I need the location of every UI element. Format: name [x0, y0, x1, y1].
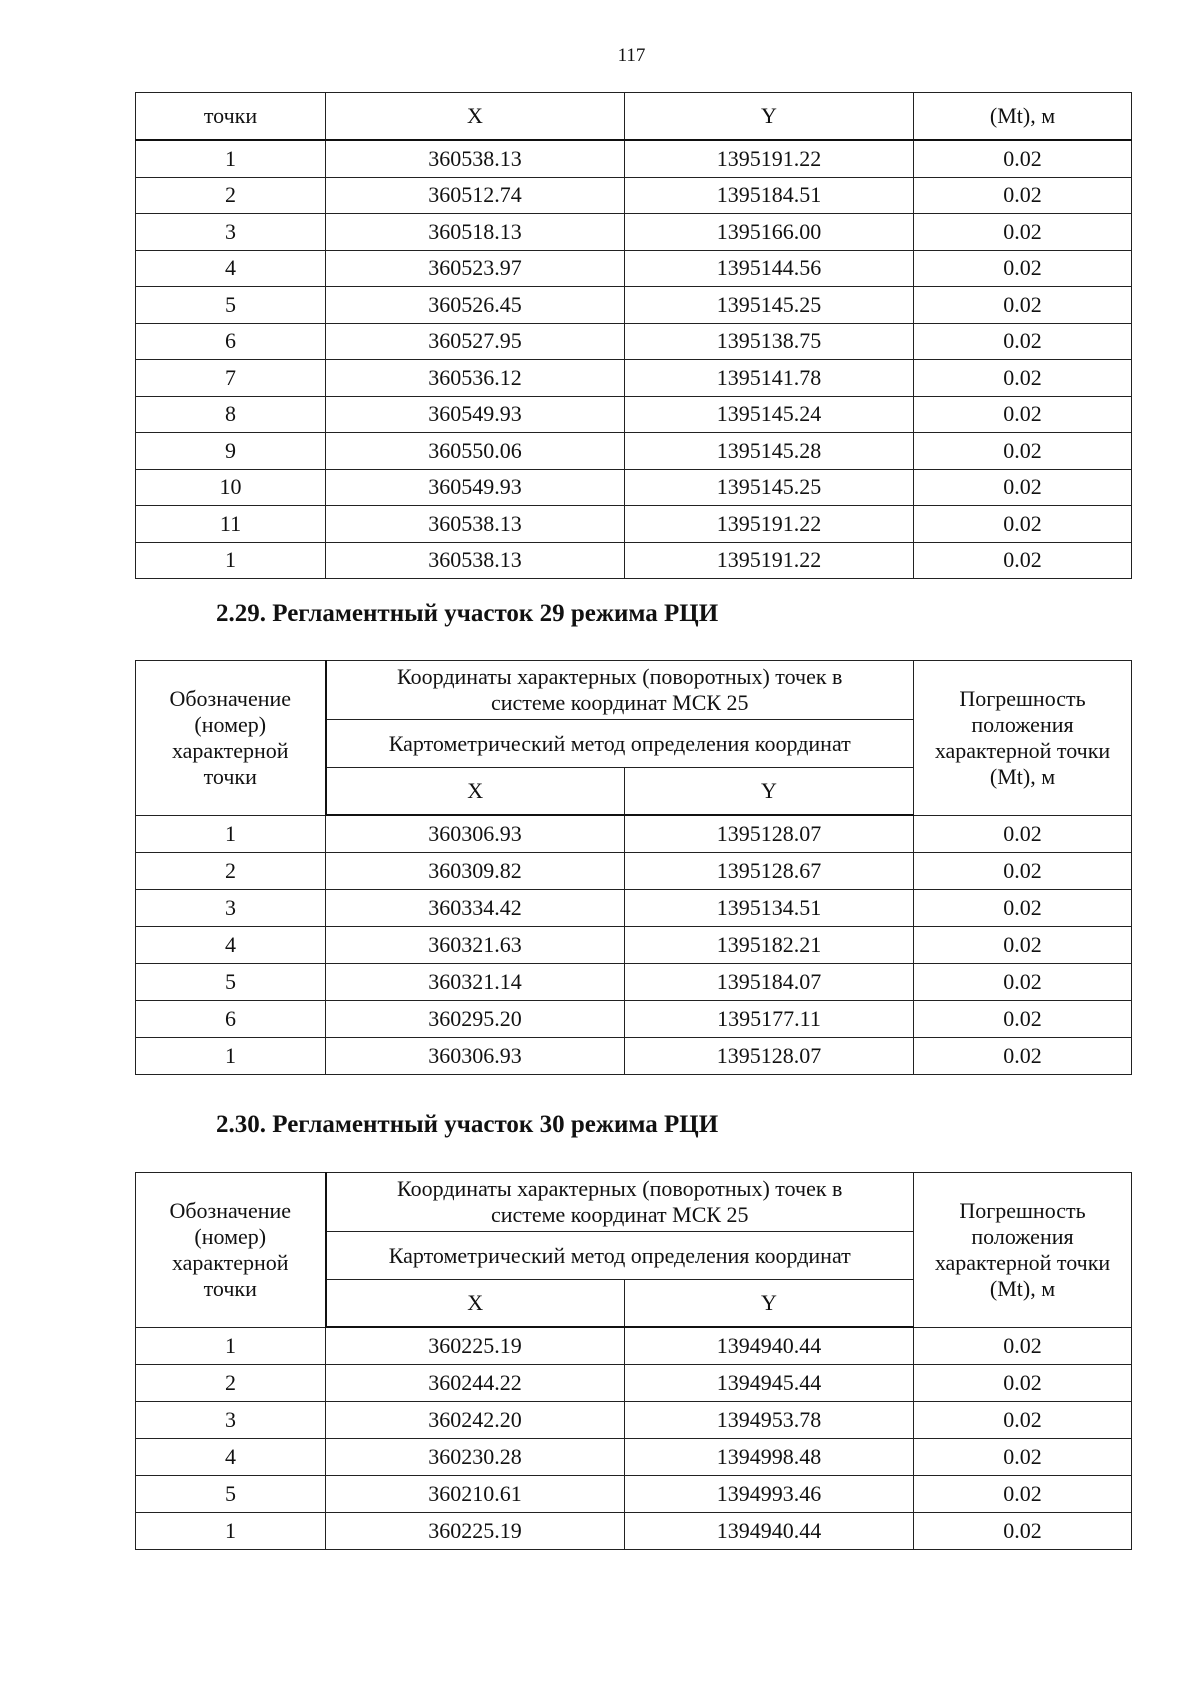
cell-y: 1395184.07 — [625, 964, 914, 1001]
cell-point-number: 11 — [136, 506, 326, 543]
section-heading-30: 2.30. Регламентный участок 30 режима РЦИ — [216, 1111, 719, 1138]
header-point-line: точки — [203, 763, 257, 789]
cell-error: 0.02 — [914, 1513, 1132, 1550]
header-coordinates — [326, 661, 914, 720]
cell-x: 360549.93 — [326, 469, 625, 506]
cell-x: 360321.63 — [326, 927, 625, 964]
cell-x: 360549.93 — [326, 396, 625, 433]
header-coordinates-line: системе координат МСК 25 — [490, 1202, 749, 1227]
cell-y: 1395134.51 — [625, 890, 914, 927]
cell-x: 360523.97 — [326, 250, 625, 287]
header-error: (Mt), м — [914, 93, 1132, 141]
table-row — [136, 140, 1132, 177]
cell-error: 0.02 — [914, 140, 1132, 177]
header-point: точки — [136, 93, 326, 141]
cell-x: 360518.13 — [326, 214, 625, 251]
cell-y: 1394940.44 — [625, 1327, 914, 1365]
cell-x: 360321.14 — [326, 964, 625, 1001]
cell-x: 360244.22 — [326, 1365, 625, 1402]
header-coordinates-line: системе координат МСК 25 — [490, 690, 749, 715]
table-row — [136, 1439, 1132, 1476]
cell-point-number: 5 — [136, 964, 326, 1001]
table-row — [136, 323, 1132, 360]
cell-point-number: 4 — [136, 927, 326, 964]
header-error-line: положения — [971, 1223, 1074, 1249]
cell-error: 0.02 — [914, 927, 1132, 964]
cell-y: 1395145.28 — [625, 433, 914, 470]
cell-error: 0.02 — [914, 1001, 1132, 1038]
header-coordinates-line: Координаты характерных (поворотных) точек в — [397, 664, 843, 689]
cell-point-number: 2 — [136, 177, 326, 214]
header-error-line: Погрешность — [959, 1197, 1086, 1223]
table-row — [136, 287, 1132, 324]
cell-error: 0.02 — [914, 323, 1132, 360]
cell-x: 360225.19 — [326, 1513, 625, 1550]
section-heading-29: 2.29. Регламентный участок 29 режима РЦИ — [216, 600, 719, 627]
header-point-line: Обозначение — [169, 1197, 292, 1223]
cell-y: 1395177.11 — [625, 1001, 914, 1038]
header-error-line: Погрешность — [959, 685, 1086, 711]
header-error-line: (Mt), м — [989, 763, 1056, 789]
coordinates-table-30 — [135, 1172, 1132, 1550]
header-error-line: характерной точки — [934, 1249, 1111, 1275]
cell-y: 1395141.78 — [625, 360, 914, 397]
header-method: Картометрический метод определения координат — [326, 1232, 914, 1280]
cell-error: 0.02 — [914, 506, 1132, 543]
table-row — [136, 890, 1132, 927]
header-y: Y — [625, 768, 914, 816]
cell-y: 1395128.07 — [625, 815, 914, 853]
cell-point-number: 9 — [136, 433, 326, 470]
cell-x: 360527.95 — [326, 323, 625, 360]
cell-x: 360536.12 — [326, 360, 625, 397]
cell-error: 0.02 — [914, 396, 1132, 433]
cell-error: 0.02 — [914, 469, 1132, 506]
header-coordinates — [326, 1173, 914, 1232]
cell-point-number: 1 — [136, 1327, 326, 1365]
cell-x: 360538.13 — [326, 140, 625, 177]
table-row — [136, 1365, 1132, 1402]
table-row — [136, 506, 1132, 543]
cell-x: 360242.20 — [326, 1402, 625, 1439]
cell-point-number: 6 — [136, 323, 326, 360]
cell-y: 1395145.25 — [625, 469, 914, 506]
table-row — [136, 927, 1132, 964]
table-body — [136, 1327, 1132, 1550]
header-y: Y — [625, 93, 914, 141]
cell-error: 0.02 — [914, 433, 1132, 470]
cell-y: 1395145.24 — [625, 396, 914, 433]
cell-error: 0.02 — [914, 360, 1132, 397]
cell-error: 0.02 — [914, 287, 1132, 324]
cell-x: 360230.28 — [326, 1439, 625, 1476]
coordinates-table-28-continued — [135, 92, 1132, 579]
cell-error: 0.02 — [914, 177, 1132, 214]
cell-error: 0.02 — [914, 1439, 1132, 1476]
cell-point-number: 1 — [136, 1513, 326, 1550]
table-row — [136, 1513, 1132, 1550]
header-error-line: характерной точки — [934, 737, 1111, 763]
cell-x: 360526.45 — [326, 287, 625, 324]
cell-x: 360295.20 — [326, 1001, 625, 1038]
table-row — [136, 542, 1132, 579]
header-point-line: характерной — [171, 1249, 289, 1275]
cell-error: 0.02 — [914, 1327, 1132, 1365]
table-row — [136, 815, 1132, 853]
cell-point-number: 3 — [136, 1402, 326, 1439]
cell-x: 360306.93 — [326, 815, 625, 853]
cell-point-number: 1 — [136, 815, 326, 853]
cell-y: 1395184.51 — [625, 177, 914, 214]
cell-x: 360306.93 — [326, 1038, 625, 1075]
header-point-line: точки — [203, 1275, 257, 1301]
header-x: X — [326, 1280, 625, 1328]
cell-error: 0.02 — [914, 890, 1132, 927]
cell-point-number: 3 — [136, 214, 326, 251]
cell-y: 1394940.44 — [625, 1513, 914, 1550]
cell-point-number: 10 — [136, 469, 326, 506]
table-header-row — [136, 93, 1132, 141]
cell-point-number: 6 — [136, 1001, 326, 1038]
cell-y: 1394998.48 — [625, 1439, 914, 1476]
cell-error: 0.02 — [914, 1038, 1132, 1075]
table-row — [136, 433, 1132, 470]
cell-point-number: 3 — [136, 890, 326, 927]
cell-y: 1395191.22 — [625, 506, 914, 543]
cell-y: 1394953.78 — [625, 1402, 914, 1439]
header-method: Картометрический метод определения координат — [326, 720, 914, 768]
cell-error: 0.02 — [914, 214, 1132, 251]
header-error-line: положения — [971, 711, 1074, 737]
cell-point-number: 5 — [136, 287, 326, 324]
cell-point-number: 1 — [136, 140, 326, 177]
cell-x: 360538.13 — [326, 506, 625, 543]
table-row — [136, 469, 1132, 506]
cell-y: 1395144.56 — [625, 250, 914, 287]
cell-error: 0.02 — [914, 1365, 1132, 1402]
cell-y: 1395128.07 — [625, 1038, 914, 1075]
cell-error: 0.02 — [914, 1402, 1132, 1439]
cell-x: 360538.13 — [326, 542, 625, 579]
cell-point-number: 2 — [136, 853, 326, 890]
header-x: X — [326, 768, 625, 816]
cell-point-number: 5 — [136, 1476, 326, 1513]
header-point-designation — [136, 1173, 326, 1328]
header-error-line: (Mt), м — [989, 1275, 1056, 1301]
page-number: 117 — [617, 45, 646, 66]
coordinates-table-29 — [135, 660, 1132, 1075]
header-coordinates-line: Координаты характерных (поворотных) точек в — [397, 1176, 843, 1201]
cell-x: 360309.82 — [326, 853, 625, 890]
table-row — [136, 964, 1132, 1001]
cell-y: 1395191.22 — [625, 140, 914, 177]
cell-error: 0.02 — [914, 1476, 1132, 1513]
table-row — [136, 360, 1132, 397]
table-row — [136, 214, 1132, 251]
header-error — [914, 1173, 1132, 1328]
cell-error: 0.02 — [914, 250, 1132, 287]
header-point-designation — [136, 661, 326, 816]
cell-error: 0.02 — [914, 853, 1132, 890]
cell-point-number: 4 — [136, 250, 326, 287]
table-row — [136, 1327, 1132, 1365]
table-row — [136, 177, 1132, 214]
header-point-line: Обозначение — [169, 685, 292, 711]
cell-y: 1395166.00 — [625, 214, 914, 251]
header-point-line: (номер) — [194, 1223, 267, 1249]
cell-y: 1394945.44 — [625, 1365, 914, 1402]
cell-point-number: 7 — [136, 360, 326, 397]
table-row — [136, 1476, 1132, 1513]
cell-error: 0.02 — [914, 815, 1132, 853]
cell-y: 1395145.25 — [625, 287, 914, 324]
cell-error: 0.02 — [914, 964, 1132, 1001]
cell-point-number: 8 — [136, 396, 326, 433]
table-header-row — [136, 661, 1132, 720]
cell-x: 360334.42 — [326, 890, 625, 927]
table-body — [136, 140, 1132, 579]
table-row — [136, 1001, 1132, 1038]
cell-y: 1395138.75 — [625, 323, 914, 360]
cell-y: 1395128.67 — [625, 853, 914, 890]
table-body — [136, 815, 1132, 1075]
header-point-line: (номер) — [194, 711, 267, 737]
header-point-line: характерной — [171, 737, 289, 763]
table-row — [136, 1038, 1132, 1075]
cell-point-number: 1 — [136, 542, 326, 579]
cell-y: 1395191.22 — [625, 542, 914, 579]
table-row — [136, 396, 1132, 433]
cell-point-number: 4 — [136, 1439, 326, 1476]
cell-x: 360512.74 — [326, 177, 625, 214]
header-y: Y — [625, 1280, 914, 1328]
cell-y: 1394993.46 — [625, 1476, 914, 1513]
cell-y: 1395182.21 — [625, 927, 914, 964]
cell-x: 360210.61 — [326, 1476, 625, 1513]
cell-x: 360550.06 — [326, 433, 625, 470]
header-x: X — [326, 93, 625, 141]
table-header-row — [136, 1173, 1132, 1232]
table-row — [136, 1402, 1132, 1439]
cell-point-number: 1 — [136, 1038, 326, 1075]
cell-x: 360225.19 — [326, 1327, 625, 1365]
cell-error: 0.02 — [914, 542, 1132, 579]
cell-point-number: 2 — [136, 1365, 326, 1402]
table-row — [136, 853, 1132, 890]
table-row — [136, 250, 1132, 287]
header-error — [914, 661, 1132, 816]
